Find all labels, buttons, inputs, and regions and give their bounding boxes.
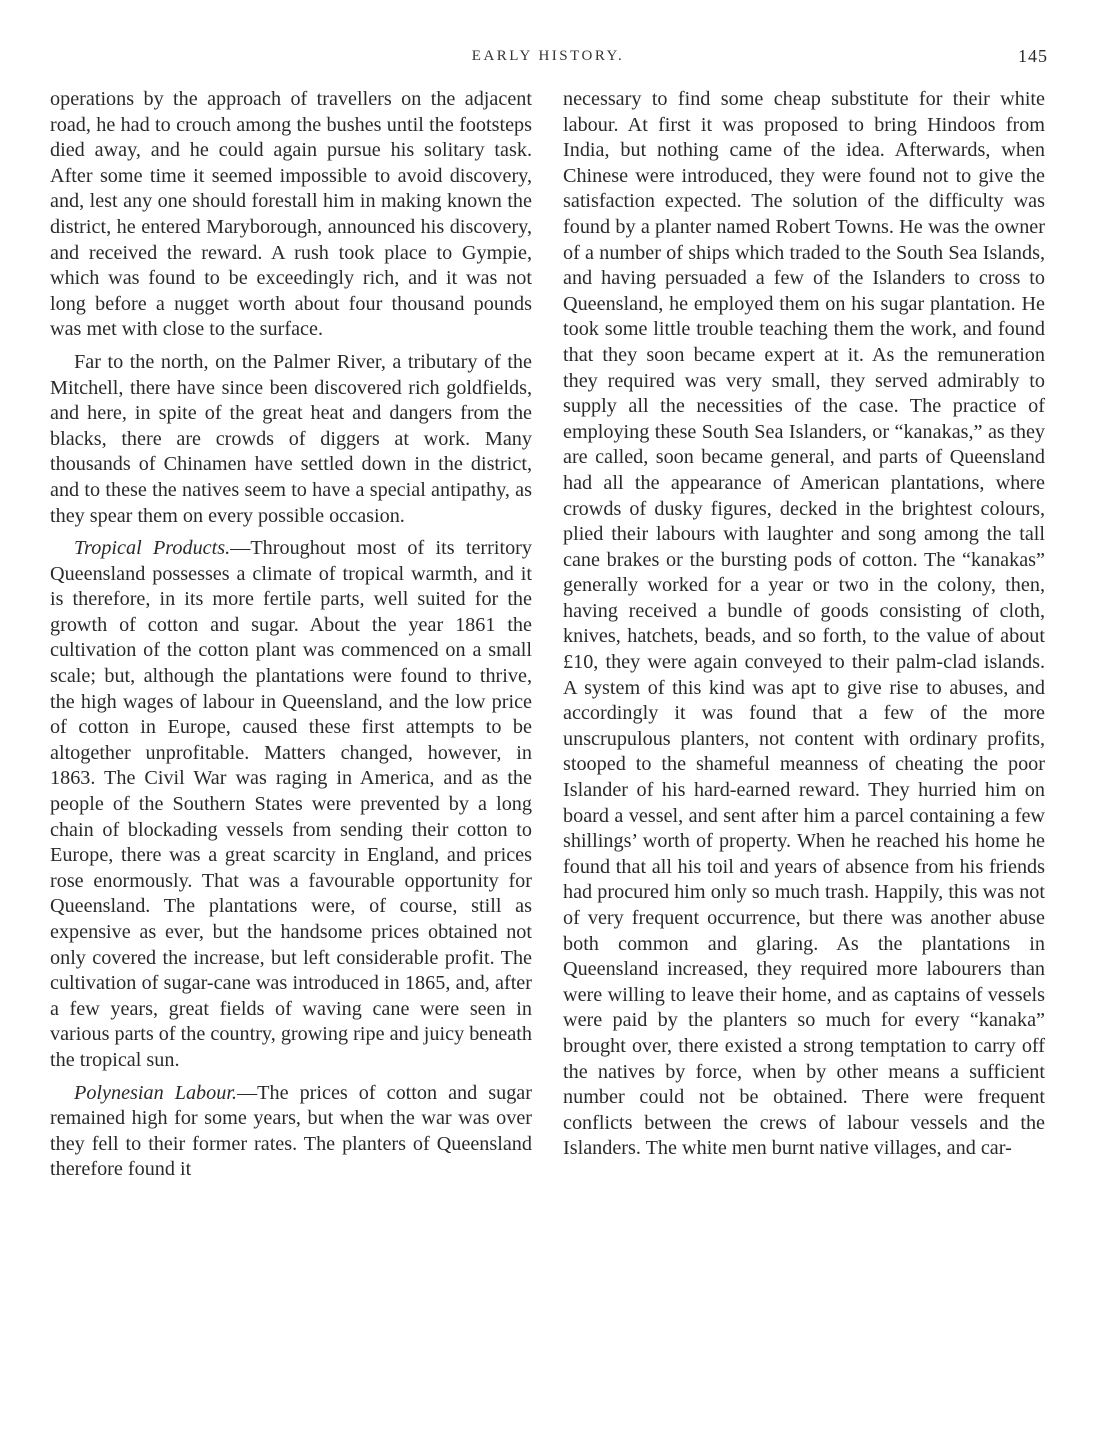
running-head: EARLY HISTORY. bbox=[471, 48, 625, 64]
paragraph-palmer-river: Far to the north, on the Palmer River, a tributary of the Mitchell, there have since been discovered rich goldfields, and here, in spite of the great heat and dangers from the blacks, there are crowds of diggers at work. Many thousands of Chinamen have settled down in the district, and to these the natives seem to have a special antipathy, as they spear them on every possible occasion. bbox=[50, 350, 532, 527]
paragraph-tropical-products-text: —Throughout most of its territory Queensland possesses a climate of tropical warmth, and it is therefore, in its more fertile parts, well suited for the growth of cotton and sugar. About the year 1861 the cultivation of the cotton plant was commenced on a small scale; but, although the plantations were found to thrive, the high wages of labour in Queensland, and the low price of cotton in Europe, caused these first attempts to be altogether unprofitable. Matters changed, however, in 1863. The Civil War was raging in America, and as the people of the Southern States were prevented by a long chain of blockading vessels from sending their cotton to Europe, there was a great scarcity in England, and prices rose enormously. That was a favourable opportunity for Queensland. The plantations were, of course, still as expensive as ever, but the handsome prices obtained not only covered the increase, but left considerable profit. The cultivation of sugar-cane was introduced in 1865, and, after a few years, great fields of waving cane were seen in various parts of the country, growing ripe and juicy beneath the tropical sun. bbox=[50, 537, 532, 1071]
page-number: 145 bbox=[1018, 46, 1048, 66]
paragraph-polynesian-labour-text: —The prices of cotton and sugar remained high for some years, but when the war was over they fell to their former rates. The planters of Queensland therefore found it bbox=[50, 1081, 532, 1181]
paragraph-polynesian-labour bbox=[50, 1081, 532, 1183]
paragraph-kanaka-labour: necessary to find some cheap substitute for their white labour. At first it was proposed to bring Hindoos from India, but nothing came of the idea. Afterwards, when Chinese were introduced, they were found not to give the satisfaction expected. The solution of the difficulty was found by a planter named Robert Towns. He was the owner of a number of ships which traded to the South Sea Islands, and having persuaded a few of the Islanders to cross to Queensland, he employed them on his sugar plantation. He took some little trouble teaching them the work, and found that they soon became expert at it. As the remuneration they required was very small, they served admirably to supply all the necessities of the case. The practice of employing these South Sea Islanders, or “kanakas,” as they are called, soon became general, and parts of Queensland had all the appearance of American plantations, where crowds of dusky figures, decked in the brightest colours, plied their labours with laughter and song among the tall cane brakes or the bursting pods of cotton. The “kanakas” generally worked for a year or two in the colony, then, having received a bundle of goods consisting of cloth, knives, hatchets, beads, and so forth, to the value of about £10, they were again conveyed to their palm-clad islands. A system of this kind was apt to give rise to abuses, and accordingly it was found that a few of the more unscrupulous planters, not content with ordinary profits, stooped to the shameful meanness of cheating the poor Islander of his hard-earned reward. They hurried him on board a vessel, and sent after him a parcel containing a few shillings’ worth of property. When he reached his home he found that all his toil and years of absence from his friends had procured him only so much trash. Happily, this was not of very frequent occurrence, but there was another abuse both common and glaring. As the plantations in Queensland increased, they required more labourers than were willing to leave their home, and as captains of vessels were paid by the planters so much for every “kanaka” brought over, there existed a strong temptation to carry off the natives by force, when by other means a sufficient number could not be obtained. There were frequent conflicts between the crews of labour vessels and the Islanders. The white men burnt native villages, and car- bbox=[563, 88, 1045, 1160]
section-heading-tropical-products: Tropical Products. bbox=[74, 537, 231, 560]
right-column bbox=[563, 87, 1045, 1162]
paragraph-tropical-products bbox=[50, 536, 532, 1073]
page-header bbox=[48, 48, 1048, 72]
left-column bbox=[50, 87, 532, 1183]
paragraph-gympie-discovery: operations by the approach of travellers on the adjacent road, he had to crouch among the bushes until the footsteps died away, and he could again pursue his solitary task. After some time it seemed impossible to avoid discovery, and, lest any one should forestall him in making known the district, he entered Maryborough, announced his discovery, and received the reward. A rush took place to Gympie, which was found to be exceedingly rich, and it was not long before a nugget worth about four thousand pounds was met with close to the surface. bbox=[50, 88, 532, 341]
section-heading-polynesian-labour: Polynesian Labour. bbox=[74, 1081, 237, 1104]
